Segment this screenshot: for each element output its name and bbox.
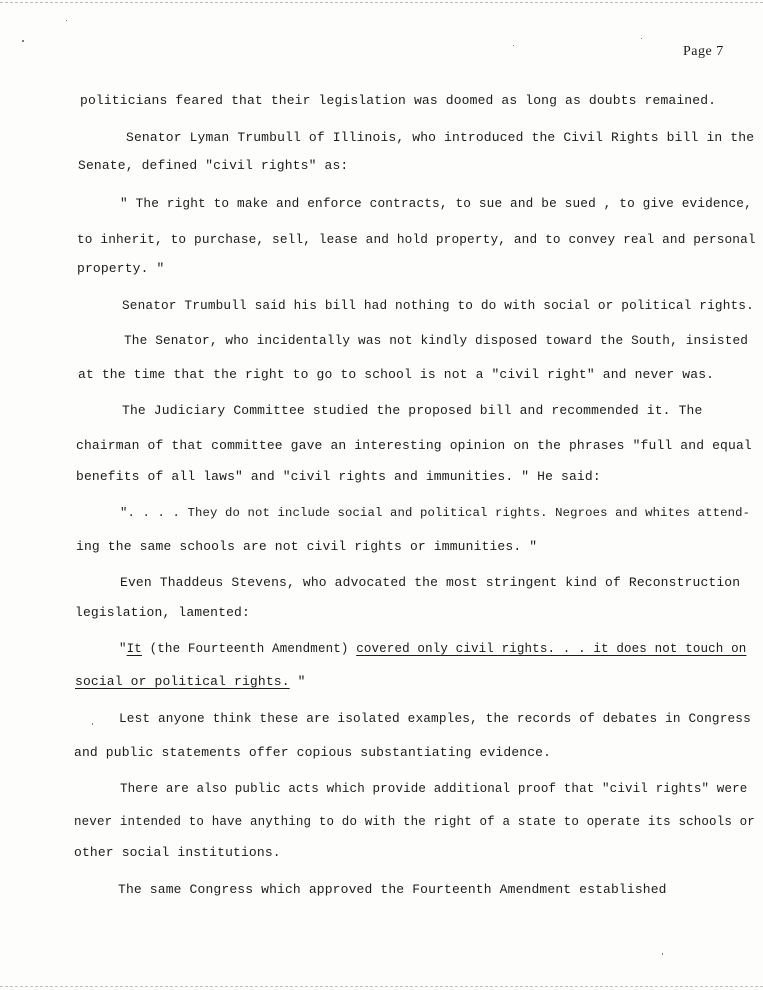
text-line: legislation, lamented: bbox=[75, 605, 250, 620]
text-line: politicians feared that their legislation was doomed as long as doubts remained. bbox=[80, 93, 717, 108]
underlined-text: It bbox=[126, 642, 142, 656]
scan-speck bbox=[662, 953, 663, 955]
text-line: Senator Trumbull said his bill had nothing to do with social or political rights. bbox=[122, 298, 754, 313]
page-bottom-edge bbox=[0, 986, 763, 987]
page-number: Page 7 bbox=[683, 44, 724, 59]
scan-speck bbox=[92, 723, 93, 725]
text-line: ing the same schools are not civil rights or immunities. " bbox=[76, 539, 538, 554]
text-line: at the time that the right to go to school is not a "civil right" and never was. bbox=[78, 367, 715, 382]
scan-speck bbox=[641, 38, 642, 39]
scan-speck bbox=[513, 45, 514, 46]
quote-line bbox=[75, 674, 306, 690]
text-line: The Judiciary Committee studied the proposed bill and recommended it. The bbox=[122, 403, 703, 418]
text-line: The same Congress which approved the Fourteenth Amendment established bbox=[118, 882, 667, 897]
text-line: ". . . . They do not include social and political rights. Negroes and whites attend- bbox=[120, 506, 751, 520]
text-line: benefits of all laws" and "civil rights and immunities. " He said: bbox=[76, 469, 601, 484]
text-line: " The right to make and enforce contracts, to sue and be sued , to give evidence, bbox=[120, 196, 752, 211]
text-line: chairman of that committee gave an interesting opinion on the phrases "full and equal bbox=[76, 438, 752, 453]
text-line: and public statements offer copious substantiating evidence. bbox=[74, 745, 552, 760]
quote-mark: " bbox=[289, 674, 306, 689]
text-line: other social institutions. bbox=[74, 845, 281, 860]
underlined-text: social or political rights. bbox=[75, 674, 290, 689]
quote-text: (the Fourteenth Amendment) bbox=[141, 642, 357, 656]
text-line: property. " bbox=[77, 261, 165, 276]
scan-speck bbox=[66, 20, 67, 21]
text-line: to inherit, to purchase, sell, lease and hold property, and to convey real and personal bbox=[77, 232, 756, 247]
text-line: Senator Lyman Trumbull of Illinois, who introduced the Civil Rights bill in the bbox=[126, 130, 755, 145]
quote-line bbox=[119, 641, 746, 657]
text-line: The Senator, who incidentally was not kindly disposed toward the South, insisted bbox=[124, 333, 749, 348]
text-line: There are also public acts which provide additional proof that "civil rights" were bbox=[120, 782, 748, 796]
scan-speck bbox=[22, 40, 24, 42]
text-line: never intended to have anything to do with the right of a state to operate its schools or bbox=[74, 815, 755, 829]
page-top-edge bbox=[0, 2, 763, 3]
quote-mark: " bbox=[119, 642, 127, 656]
text-line: Lest anyone think these are isolated examples, the records of debates in Congress bbox=[119, 711, 751, 726]
text-line: Even Thaddeus Stevens, who advocated the most stringent kind of Reconstruction bbox=[120, 575, 741, 590]
underlined-text: covered only civil rights. . . it does not touch on bbox=[356, 642, 747, 656]
text-line: Senate, defined "civil rights" as: bbox=[78, 158, 349, 173]
